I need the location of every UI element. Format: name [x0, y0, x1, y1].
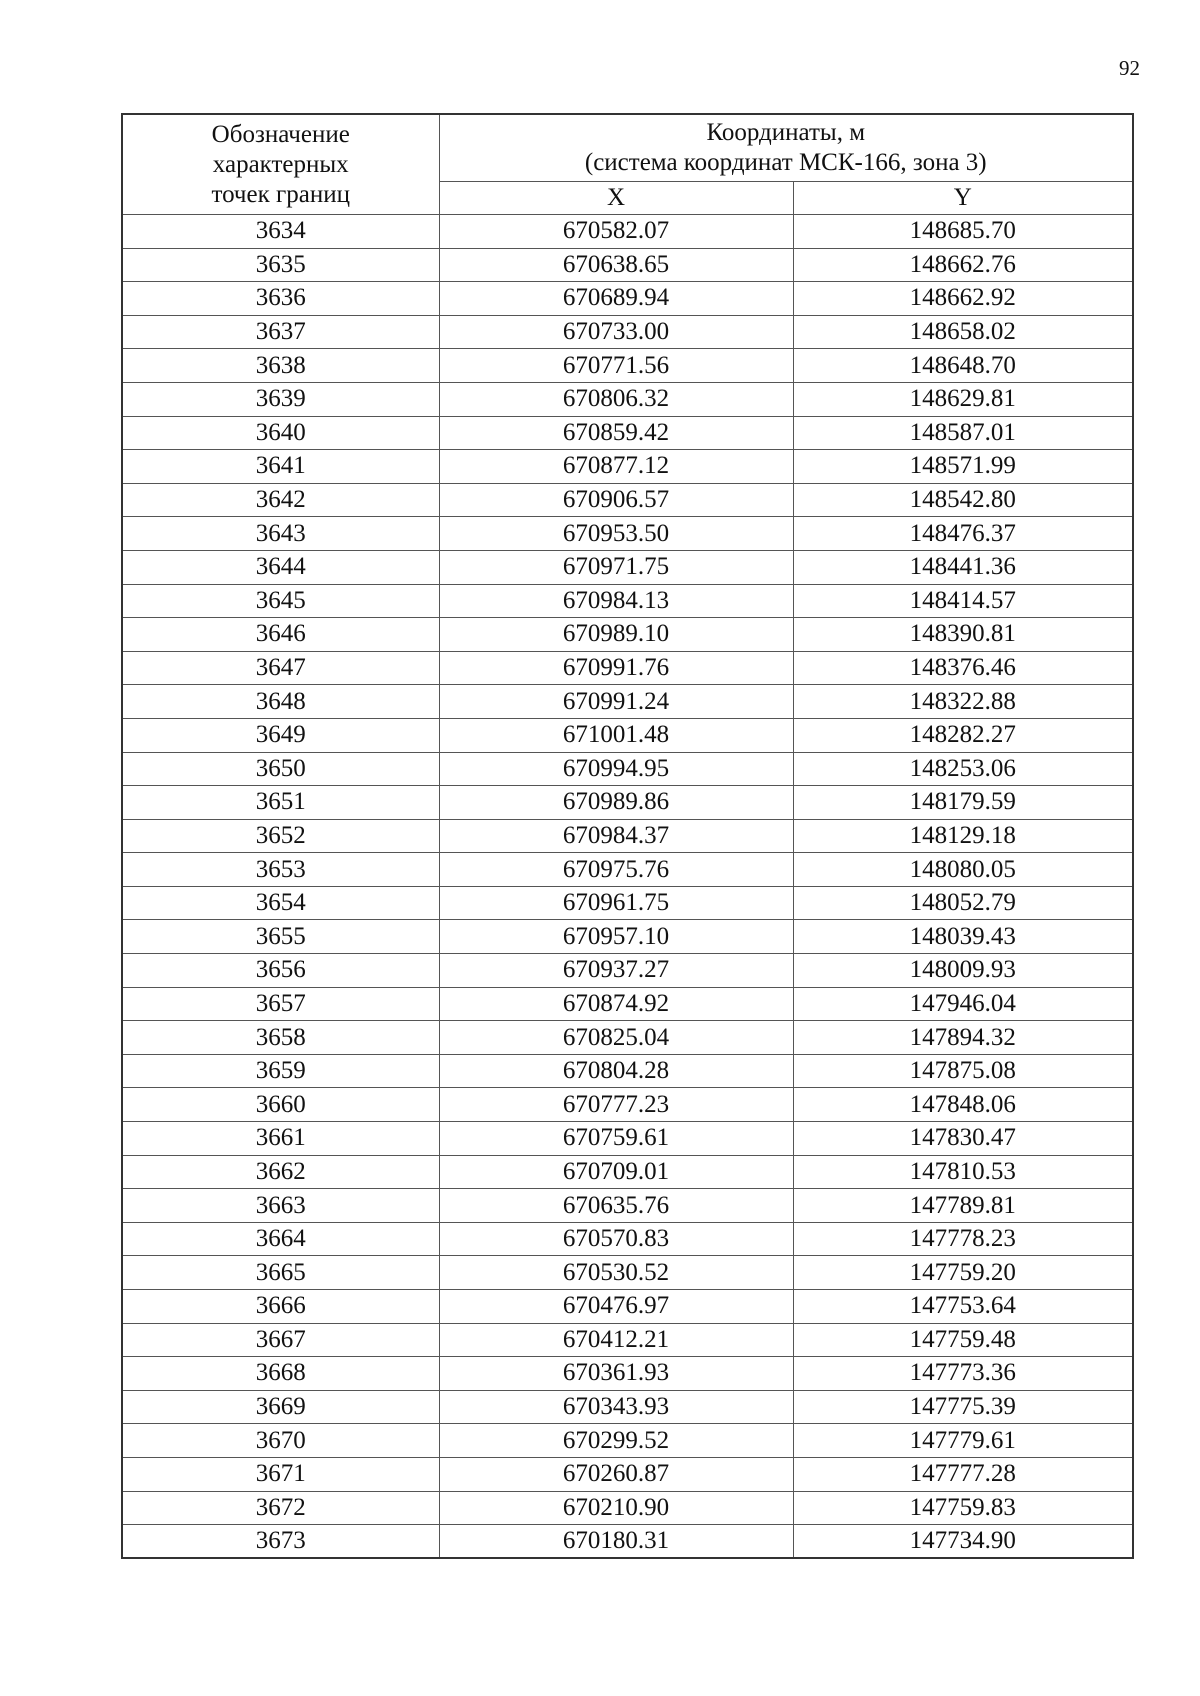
point-number-cell: 3668 — [122, 1357, 439, 1391]
y-coordinate-cell: 148282.27 — [793, 718, 1133, 752]
x-coordinate-cell: 670777.23 — [439, 1088, 793, 1122]
table-row — [122, 1290, 1133, 1324]
table-row — [122, 1088, 1133, 1122]
table-row — [122, 349, 1133, 383]
x-coordinate-cell: 670299.52 — [439, 1424, 793, 1458]
table-row — [122, 215, 1133, 249]
table-row — [122, 1457, 1133, 1491]
point-number-cell: 3660 — [122, 1088, 439, 1122]
y-coordinate-cell: 148253.06 — [793, 752, 1133, 786]
x-coordinate-cell: 670180.31 — [439, 1525, 793, 1559]
table-row — [122, 1054, 1133, 1088]
table-header — [122, 114, 1133, 215]
table-row — [122, 1357, 1133, 1391]
x-coordinate-cell: 670957.10 — [439, 920, 793, 954]
point-number-cell: 3639 — [122, 382, 439, 416]
table-row — [122, 786, 1133, 820]
point-number-cell: 3649 — [122, 718, 439, 752]
table-row — [122, 1155, 1133, 1189]
y-coordinate-cell: 148629.81 — [793, 382, 1133, 416]
y-coordinate-cell: 148441.36 — [793, 550, 1133, 584]
x-coordinate-cell: 670991.76 — [439, 651, 793, 685]
point-number-cell: 3634 — [122, 215, 439, 249]
y-coordinate-cell: 148322.88 — [793, 685, 1133, 719]
table-row — [122, 752, 1133, 786]
y-coordinate-cell: 147875.08 — [793, 1054, 1133, 1088]
x-coordinate-cell: 670412.21 — [439, 1323, 793, 1357]
x-coordinate-cell: 671001.48 — [439, 718, 793, 752]
point-number-cell: 3667 — [122, 1323, 439, 1357]
y-coordinate-cell: 147830.47 — [793, 1122, 1133, 1156]
x-coordinate-cell: 670476.97 — [439, 1290, 793, 1324]
header-boundary-points — [122, 114, 439, 215]
y-coordinate-cell: 148476.37 — [793, 517, 1133, 551]
point-number-cell: 3666 — [122, 1290, 439, 1324]
table-row — [122, 987, 1133, 1021]
table-row — [122, 282, 1133, 316]
header-coordinates — [439, 114, 1133, 182]
point-number-cell: 3659 — [122, 1054, 439, 1088]
x-coordinate-cell: 670906.57 — [439, 483, 793, 517]
x-coordinate-cell: 670984.13 — [439, 584, 793, 618]
x-coordinate-cell: 670806.32 — [439, 382, 793, 416]
point-number-cell: 3661 — [122, 1122, 439, 1156]
y-coordinate-cell: 148587.01 — [793, 416, 1133, 450]
point-number-cell: 3673 — [122, 1525, 439, 1559]
y-coordinate-cell: 148009.93 — [793, 954, 1133, 988]
x-coordinate-cell: 670638.65 — [439, 248, 793, 282]
x-coordinate-cell: 670825.04 — [439, 1021, 793, 1055]
y-coordinate-cell: 147775.39 — [793, 1390, 1133, 1424]
table-row — [122, 1122, 1133, 1156]
y-coordinate-cell: 148662.76 — [793, 248, 1133, 282]
table-row — [122, 718, 1133, 752]
y-coordinate-cell: 148414.57 — [793, 584, 1133, 618]
y-coordinate-cell: 148080.05 — [793, 853, 1133, 887]
table-row — [122, 1491, 1133, 1525]
table-body — [122, 215, 1133, 1559]
point-number-cell: 3665 — [122, 1256, 439, 1290]
point-number-cell: 3672 — [122, 1491, 439, 1525]
point-number-cell: 3658 — [122, 1021, 439, 1055]
x-coordinate-cell: 670953.50 — [439, 517, 793, 551]
y-coordinate-cell: 148376.46 — [793, 651, 1133, 685]
x-coordinate-cell: 670210.90 — [439, 1491, 793, 1525]
point-number-cell: 3656 — [122, 954, 439, 988]
x-coordinate-cell: 670689.94 — [439, 282, 793, 316]
table-row — [122, 483, 1133, 517]
table-row — [122, 1021, 1133, 1055]
point-number-cell: 3669 — [122, 1390, 439, 1424]
header-x: X — [439, 182, 793, 215]
point-number-cell: 3650 — [122, 752, 439, 786]
table-row — [122, 618, 1133, 652]
y-coordinate-cell: 148571.99 — [793, 450, 1133, 484]
point-number-cell: 3671 — [122, 1457, 439, 1491]
y-coordinate-cell: 148685.70 — [793, 215, 1133, 249]
x-coordinate-cell: 670361.93 — [439, 1357, 793, 1391]
x-coordinate-cell: 670971.75 — [439, 550, 793, 584]
y-coordinate-cell: 147777.28 — [793, 1457, 1133, 1491]
x-coordinate-cell: 670975.76 — [439, 853, 793, 887]
coordinates-table — [121, 113, 1134, 1559]
table-row — [122, 819, 1133, 853]
table-row — [122, 550, 1133, 584]
table-row — [122, 1323, 1133, 1357]
header-y: Y — [793, 182, 1133, 215]
x-coordinate-cell: 670759.61 — [439, 1122, 793, 1156]
x-coordinate-cell: 670582.07 — [439, 215, 793, 249]
header-points-line: характерных — [212, 150, 349, 178]
point-number-cell: 3655 — [122, 920, 439, 954]
x-coordinate-cell: 670877.12 — [439, 450, 793, 484]
point-number-cell: 3645 — [122, 584, 439, 618]
point-number-cell: 3641 — [122, 450, 439, 484]
point-number-cell: 3642 — [122, 483, 439, 517]
y-coordinate-cell: 147848.06 — [793, 1088, 1133, 1122]
point-number-cell: 3643 — [122, 517, 439, 551]
table-row — [122, 248, 1133, 282]
y-coordinate-cell: 148129.18 — [793, 819, 1133, 853]
point-number-cell: 3651 — [122, 786, 439, 820]
table-row — [122, 1525, 1133, 1559]
x-coordinate-cell: 670343.93 — [439, 1390, 793, 1424]
x-coordinate-cell: 670991.24 — [439, 685, 793, 719]
point-number-cell: 3664 — [122, 1222, 439, 1256]
table-row — [122, 651, 1133, 685]
x-coordinate-cell: 670989.86 — [439, 786, 793, 820]
table-row — [122, 954, 1133, 988]
table-row — [122, 416, 1133, 450]
point-number-cell: 3636 — [122, 282, 439, 316]
table-row — [122, 853, 1133, 887]
y-coordinate-cell: 148052.79 — [793, 886, 1133, 920]
table-row — [122, 1222, 1133, 1256]
x-coordinate-cell: 670260.87 — [439, 1457, 793, 1491]
header-points-line: точек границ — [211, 180, 350, 208]
x-coordinate-cell: 670804.28 — [439, 1054, 793, 1088]
table-row — [122, 450, 1133, 484]
page-number: 92 — [1119, 56, 1140, 80]
x-coordinate-cell: 670635.76 — [439, 1189, 793, 1223]
table-row — [122, 517, 1133, 551]
x-coordinate-cell: 670984.37 — [439, 819, 793, 853]
y-coordinate-cell: 147759.20 — [793, 1256, 1133, 1290]
y-coordinate-cell: 148658.02 — [793, 315, 1133, 349]
point-number-cell: 3657 — [122, 987, 439, 1021]
x-coordinate-cell: 670859.42 — [439, 416, 793, 450]
table-row — [122, 1390, 1133, 1424]
x-coordinate-cell: 670570.83 — [439, 1222, 793, 1256]
point-number-cell: 3638 — [122, 349, 439, 383]
x-coordinate-cell: 670989.10 — [439, 618, 793, 652]
table-row — [122, 382, 1133, 416]
point-number-cell: 3670 — [122, 1424, 439, 1458]
point-number-cell: 3653 — [122, 853, 439, 887]
header-coords-line: Координаты, м — [706, 119, 866, 146]
point-number-cell: 3635 — [122, 248, 439, 282]
y-coordinate-cell: 147734.90 — [793, 1525, 1133, 1559]
header-coords-line: (система координат МСК-166, зона 3) — [584, 149, 987, 176]
y-coordinate-cell: 147810.53 — [793, 1155, 1133, 1189]
y-coordinate-cell: 147759.83 — [793, 1491, 1133, 1525]
table-row — [122, 1189, 1133, 1223]
y-coordinate-cell: 147753.64 — [793, 1290, 1133, 1324]
y-coordinate-cell: 147773.36 — [793, 1357, 1133, 1391]
table-row — [122, 1256, 1133, 1290]
table-row — [122, 315, 1133, 349]
y-coordinate-cell: 148179.59 — [793, 786, 1133, 820]
y-coordinate-cell: 147778.23 — [793, 1222, 1133, 1256]
y-coordinate-cell: 148662.92 — [793, 282, 1133, 316]
point-number-cell: 3637 — [122, 315, 439, 349]
y-coordinate-cell: 147894.32 — [793, 1021, 1133, 1055]
x-coordinate-cell: 670937.27 — [439, 954, 793, 988]
y-coordinate-cell: 148390.81 — [793, 618, 1133, 652]
point-number-cell: 3646 — [122, 618, 439, 652]
table-row — [122, 584, 1133, 618]
header-points-line: Обозначение — [211, 120, 350, 148]
x-coordinate-cell: 670733.00 — [439, 315, 793, 349]
point-number-cell: 3648 — [122, 685, 439, 719]
y-coordinate-cell: 148039.43 — [793, 920, 1133, 954]
point-number-cell: 3640 — [122, 416, 439, 450]
y-coordinate-cell: 147789.81 — [793, 1189, 1133, 1223]
y-coordinate-cell: 147946.04 — [793, 987, 1133, 1021]
point-number-cell: 3652 — [122, 819, 439, 853]
y-coordinate-cell: 147779.61 — [793, 1424, 1133, 1458]
y-coordinate-cell: 148648.70 — [793, 349, 1133, 383]
table-row — [122, 886, 1133, 920]
x-coordinate-cell: 670961.75 — [439, 886, 793, 920]
point-number-cell: 3647 — [122, 651, 439, 685]
y-coordinate-cell: 148542.80 — [793, 483, 1133, 517]
x-coordinate-cell: 670771.56 — [439, 349, 793, 383]
table-row — [122, 1424, 1133, 1458]
x-coordinate-cell: 670874.92 — [439, 987, 793, 1021]
x-coordinate-cell: 670530.52 — [439, 1256, 793, 1290]
point-number-cell: 3654 — [122, 886, 439, 920]
point-number-cell: 3644 — [122, 550, 439, 584]
y-coordinate-cell: 147759.48 — [793, 1323, 1133, 1357]
point-number-cell: 3663 — [122, 1189, 439, 1223]
table-row — [122, 920, 1133, 954]
x-coordinate-cell: 670709.01 — [439, 1155, 793, 1189]
point-number-cell: 3662 — [122, 1155, 439, 1189]
table-row — [122, 685, 1133, 719]
x-coordinate-cell: 670994.95 — [439, 752, 793, 786]
